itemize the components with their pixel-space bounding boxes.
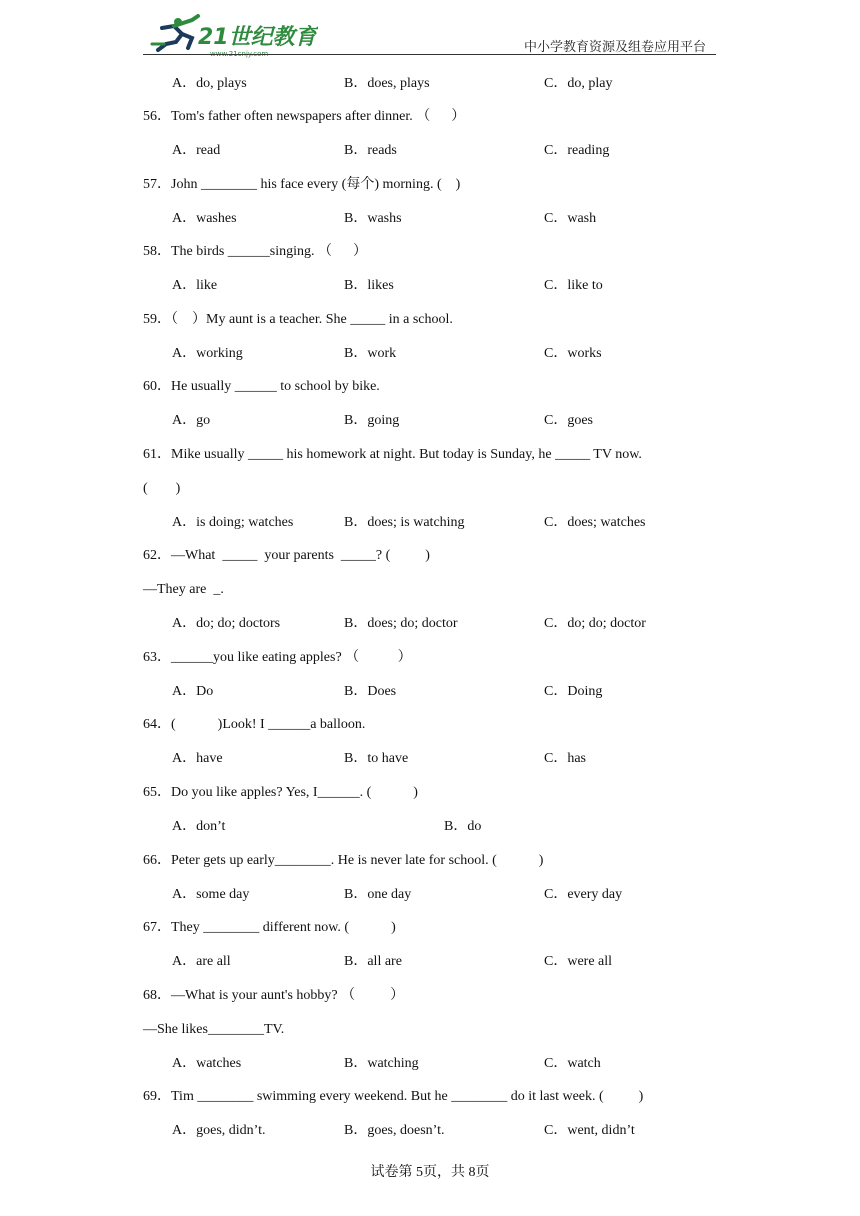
q60-option-b[interactable]: B．going bbox=[344, 413, 400, 428]
q55-option-a[interactable]: A．do, plays bbox=[172, 76, 247, 91]
q69-option-a[interactable]: A．goes, didn’t. bbox=[172, 1123, 266, 1138]
q62-option-b[interactable]: B．does; do; doctor bbox=[344, 616, 458, 631]
q60-text: 60．He usually ______ to school by bike. bbox=[143, 379, 380, 394]
q66-option-b[interactable]: B．one day bbox=[344, 887, 412, 902]
q57-text: 57．John ________ his face every (每个) morning. ( ) bbox=[143, 177, 461, 192]
q66-option-a[interactable]: A．some day bbox=[172, 887, 250, 902]
q62-option-c[interactable]: C．do; do; doctor bbox=[544, 616, 646, 631]
q58-option-b[interactable]: B．likes bbox=[344, 278, 394, 293]
q64-option-b[interactable]: B．to have bbox=[344, 751, 409, 766]
q61-option-b[interactable]: B．does; is watching bbox=[344, 515, 465, 530]
q57-option-a[interactable]: A．washes bbox=[172, 211, 237, 226]
q67-option-c[interactable]: C．were all bbox=[544, 954, 613, 969]
q58-text: 58．The birds ______singing. （ ） bbox=[143, 244, 367, 259]
logo-text: 21世纪教育 bbox=[198, 25, 317, 50]
q63-option-c[interactable]: C．Doing bbox=[544, 684, 603, 699]
q57-option-c[interactable]: C．wash bbox=[544, 211, 597, 226]
q68-option-a[interactable]: A．watches bbox=[172, 1056, 242, 1071]
q64-option-a[interactable]: A．have bbox=[172, 751, 223, 766]
logo-subtext: www.21cnjy.com bbox=[210, 50, 269, 58]
q66-text: 66．Peter gets up early________. He is never late for school. ( ) bbox=[143, 853, 544, 868]
q66-option-c[interactable]: C．every day bbox=[544, 887, 623, 902]
runner-icon bbox=[152, 16, 198, 50]
q62-cont-text: —They are _. bbox=[143, 582, 224, 597]
q56-option-a[interactable]: A．read bbox=[172, 143, 221, 158]
page-footer: 试卷第 5页，共 8页 bbox=[370, 1165, 490, 1180]
header-rule bbox=[143, 54, 716, 55]
q61-text: 61．Mike usually _____ his homework at night. But today is Sunday, he _____ TV now. bbox=[143, 447, 642, 462]
q55-option-b[interactable]: B．does, plays bbox=[344, 76, 430, 91]
q68-cont-text: —She likes________TV. bbox=[143, 1022, 285, 1037]
logo-21cnjy bbox=[148, 14, 318, 58]
q56-text: 56．Tom's father often newspapers after dinner. （ ） bbox=[143, 109, 466, 124]
q61-cont-text: ( ) bbox=[143, 481, 181, 496]
q69-text: 69．Tim ________ swimming every weekend. But he ________ do it last week. ( ) bbox=[143, 1089, 644, 1104]
q60-option-a[interactable]: A．go bbox=[172, 413, 211, 428]
q58-option-a[interactable]: A．like bbox=[172, 278, 218, 293]
q65-option-a[interactable]: A．don’t bbox=[172, 819, 226, 834]
platform-title: 中小学教育资源及组卷应用平台 bbox=[523, 40, 706, 55]
q61-option-a[interactable]: A．is doing; watches bbox=[172, 515, 294, 530]
q67-option-b[interactable]: B．all are bbox=[344, 954, 402, 969]
q63-text: 63．______you like eating apples? （ ） bbox=[143, 650, 412, 665]
q69-option-b[interactable]: B．goes, doesn’t. bbox=[344, 1123, 445, 1138]
q62-option-a[interactable]: A．do; do; doctors bbox=[172, 616, 281, 631]
q67-text: 67．They ________ different now. ( ) bbox=[143, 920, 396, 935]
q61-option-c[interactable]: C．does; watches bbox=[544, 515, 646, 530]
q59-option-a[interactable]: A．working bbox=[172, 346, 243, 361]
q67-option-a[interactable]: A．are all bbox=[172, 954, 231, 969]
q68-option-c[interactable]: C．watch bbox=[544, 1056, 601, 1071]
q65-text: 65．Do you like apples? Yes, I______. ( ) bbox=[143, 785, 418, 800]
q59-option-c[interactable]: C．works bbox=[544, 346, 602, 361]
q56-option-c[interactable]: C．reading bbox=[544, 143, 610, 158]
q60-option-c[interactable]: C．goes bbox=[544, 413, 593, 428]
q63-option-a[interactable]: A．Do bbox=[172, 684, 214, 699]
q68-option-b[interactable]: B．watching bbox=[344, 1056, 419, 1071]
q58-option-c[interactable]: C．like to bbox=[544, 278, 603, 293]
q65-option-b[interactable]: B．do bbox=[444, 819, 482, 834]
q59-option-b[interactable]: B．work bbox=[344, 346, 397, 361]
q64-option-c[interactable]: C．has bbox=[544, 751, 586, 766]
q62-text: 62．—What _____ your parents _____? ( ) bbox=[143, 548, 430, 563]
q63-option-b[interactable]: B．Does bbox=[344, 684, 397, 699]
page-header bbox=[143, 14, 716, 56]
q64-text: 64．( )Look! I ______a balloon. bbox=[143, 717, 366, 732]
q68-text: 68．—What is your aunt's hobby? （ ） bbox=[143, 988, 405, 1003]
q55-option-c[interactable]: C．do, play bbox=[544, 76, 613, 91]
q69-option-c[interactable]: C．went, didn’t bbox=[544, 1123, 635, 1138]
q57-option-b[interactable]: B．washs bbox=[344, 211, 402, 226]
q59-text: 59．（ ）My aunt is a teacher. She _____ in a school. bbox=[143, 312, 453, 327]
q56-option-b[interactable]: B．reads bbox=[344, 143, 397, 158]
